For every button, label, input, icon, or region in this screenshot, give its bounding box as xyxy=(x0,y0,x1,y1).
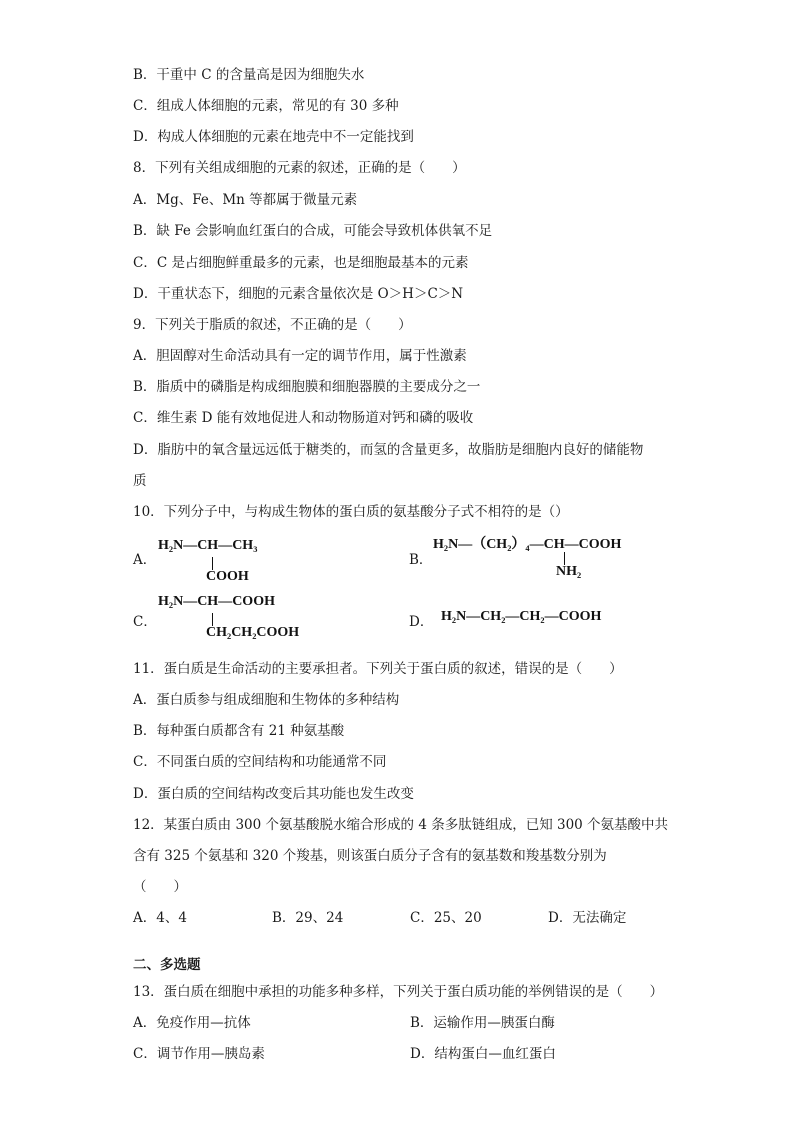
formula-main: H₂N—（CH₂）₄—CH—COOH xyxy=(433,537,622,552)
formula-main: H₂N—CH—CH₃ xyxy=(158,538,258,553)
question-8-stem: 8．下列有关组成细胞的元素的叙述，正确的是（ ） xyxy=(133,160,466,176)
question-12-stem-cont: 含有 325 个氨基和 320 个羧基，则该蛋白质分子含有的氨基数和羧基数分别为 xyxy=(133,848,607,864)
question-12-stem: 12．某蛋白质由 300 个氨基酸脱水缩合形成的 4 条多肽链组成，已知 300 个氨基酸中共 xyxy=(133,817,669,833)
question-8-option-d: D．干重状态下，细胞的元素含量依次是 O＞H＞C＞N xyxy=(133,286,464,302)
question-10-stem: 10．下列分子中，与构成生物体的蛋白质的氨基酸分子式不相符的是（） xyxy=(133,504,569,520)
question-13-option-b: B．运输作用—胰蛋白酶 xyxy=(410,1015,555,1031)
question-13-stem: 13．蛋白质在细胞中承担的功能多种多样，下列关于蛋白质功能的举例错误的是（ ） xyxy=(133,984,664,1000)
q10-option-c-label: C． xyxy=(133,614,157,630)
question-11-stem: 11．蛋白质是生命活动的主要承担者。下列关于蛋白质的叙述，错误的是（ ） xyxy=(133,661,623,677)
question-8-option-c: C．C 是占细胞鲜重最多的元素，也是细胞最基本的元素 xyxy=(133,255,469,271)
q10-option-b-formula xyxy=(433,533,673,585)
question-13-option-c: C．调节作用—胰岛素 xyxy=(133,1046,265,1062)
option-line: C．组成人体细胞的元素，常见的有 30 多种 xyxy=(133,98,399,114)
question-11-option-a: A．蛋白质参与组成细胞和生物体的多种结构 xyxy=(133,692,400,708)
question-12-option-c: C．25、20 xyxy=(410,910,482,926)
question-9-stem: 9．下列关于脂质的叙述，不正确的是（ ） xyxy=(133,317,412,333)
question-12-option-a: A．4、4 xyxy=(133,910,187,926)
question-11-option-c: C．不同蛋白质的空间结构和功能通常不同 xyxy=(133,754,387,770)
question-8-option-a: A．Mg、Fe、Mn 等都属于微量元素 xyxy=(133,192,358,208)
q10-option-b-label: B． xyxy=(409,552,433,568)
question-9-option-c: C．维生素 D 能有效地促进人和动物肠道对钙和磷的吸收 xyxy=(133,410,474,426)
question-8-option-b: B．缺 Fe 会影响血红蛋白的合成，可能会导致机体供氧不足 xyxy=(133,223,493,239)
formula-substituent: COOH xyxy=(206,569,249,584)
question-12-option-b: B．29、24 xyxy=(272,910,344,926)
q10-option-c-formula xyxy=(158,594,328,646)
q10-option-a-formula xyxy=(158,538,318,590)
question-13-option-a: A．免疫作用—抗体 xyxy=(133,1015,251,1031)
formula-substituent: NH₂ xyxy=(556,564,582,579)
formula-main: H₂N—CH—COOH xyxy=(158,594,275,609)
q10-option-d-label: D． xyxy=(409,614,434,630)
formula-main: H₂N—CH₂—CH₂—COOH xyxy=(441,609,602,624)
question-11-option-d: D．蛋白质的空间结构改变后其功能也发生改变 xyxy=(133,786,414,802)
question-9-option-d-cont: 质 xyxy=(133,473,147,489)
question-9-option-b: B．脂质中的磷脂是构成细胞膜和细胞器膜的主要成分之一 xyxy=(133,379,481,395)
option-line: D．构成人体细胞的元素在地壳中不一定能找到 xyxy=(133,129,414,145)
question-12-option-d: D．无法确定 xyxy=(548,910,627,926)
question-9-option-a: A．胆固醇对生命活动具有一定的调节作用，属于性激素 xyxy=(133,348,467,364)
q10-option-a-label: A． xyxy=(133,552,157,568)
question-13-option-d: D．结构蛋白—血红蛋白 xyxy=(410,1046,556,1062)
option-line: B．干重中 C 的含量高是因为细胞失水 xyxy=(133,67,365,83)
question-9-option-d: D．脂肪中的氧含量远远低于糖类的，而氢的含量更多，故脂肪是细胞内良好的储能物 xyxy=(133,442,644,458)
q10-option-d-formula xyxy=(441,609,661,631)
question-11-option-b: B．每种蛋白质都含有 21 种氨基酸 xyxy=(133,723,345,739)
section-heading: 二、多选题 xyxy=(133,957,201,973)
question-12-answer-blank: （ ） xyxy=(133,879,187,895)
formula-substituent: CH₂CH₂COOH xyxy=(206,625,300,640)
